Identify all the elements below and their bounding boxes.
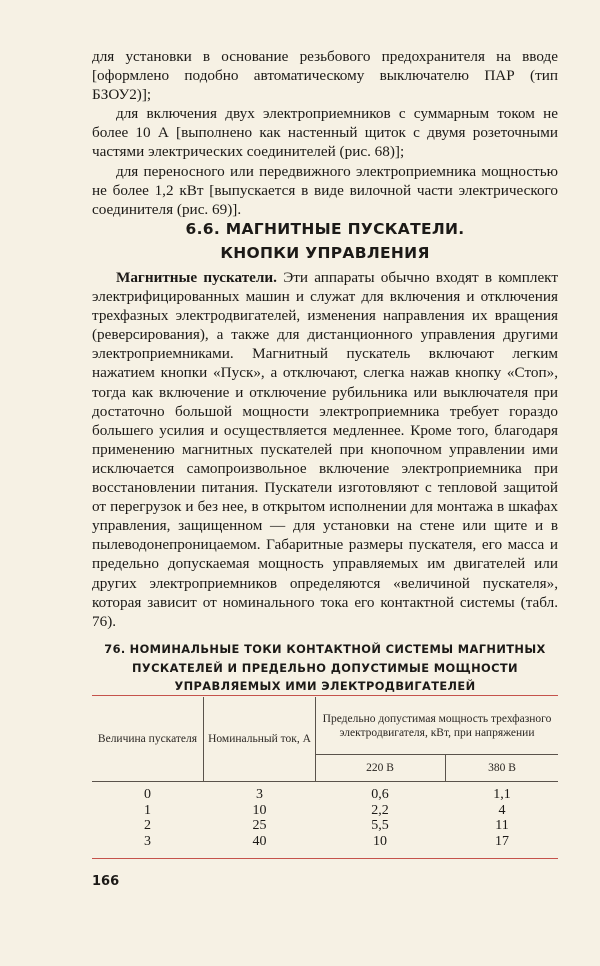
table-header-bottom-rule	[92, 781, 558, 782]
cell-current-row-2: 10	[252, 802, 267, 818]
cell-current-row-4: 40	[252, 833, 267, 849]
section-heading	[92, 217, 558, 265]
table-caption	[92, 640, 558, 696]
section-heading-line-1: 6.6. МАГНИТНЫЕ ПУСКАТЕЛИ.	[185, 220, 465, 238]
cell-220v-row-1: 0,6	[371, 787, 389, 802]
intro-paragraph-1: для установки в основание резьбового предохранителя на вводе [оформлено подобно автоматическому выключателю ПАР (тип БЗОУ2)];	[92, 48, 558, 104]
table-caption-line-2: ПУСКАТЕЛЕЙ И ПРЕДЕЛЬНО ДОПУСТИМЫЕ МОЩНОСТИ	[132, 660, 518, 675]
cell-size-row-4: 3	[144, 833, 151, 849]
page-number: 166	[92, 874, 120, 889]
cell-size-row-2: 1	[144, 802, 151, 818]
cell-size-row-3: 2	[144, 818, 151, 833]
table-caption-line-3: УПРАВЛЯЕМЫХ ИМИ ЭЛЕКТРОДВИГАТЕЛЕЙ	[174, 679, 476, 693]
column-size	[92, 787, 203, 849]
section-heading-line-2: КНОПКИ УПРАВЛЕНИЯ	[220, 244, 430, 262]
header-power-group: Предельно допустимая мощность трехфазного электродвигателя, кВт, при напряжении	[322, 713, 552, 739]
cell-380v-row-4: 17	[495, 833, 509, 849]
run-in-heading: Магнитные пускатели.	[116, 269, 277, 286]
cell-220v-row-3: 5,5	[371, 818, 389, 833]
header-size: Величина пускателя	[97, 733, 198, 745]
cell-380v-row-3: 11	[495, 818, 509, 833]
table-top-rule	[92, 695, 558, 696]
table-caption-line-1-text: НОМИНАЛЬНЫЕ ТОКИ КОНТАКТНОЙ СИСТЕМЫ МАГНИТНЫХ	[129, 642, 546, 656]
column-380v	[446, 787, 558, 849]
cell-380v-row-1: 1,1	[493, 787, 511, 802]
intro-paragraph-3: для переносного или передвижного электроприемника мощностью не более 1,2 кВт [выпускается в виде вилочной части электрического соединителя (рис. 69)].	[92, 162, 558, 218]
cell-current-row-3: 25	[252, 818, 267, 833]
header-220v: 220 В	[366, 762, 394, 774]
body-paragraph	[92, 268, 558, 631]
column-220v	[315, 787, 445, 849]
column-current	[204, 787, 315, 849]
intro-paragraph-2: для включения двух электроприемников с суммарным током не более 10 А [выполнено как настенный щиток с двумя розеточными частями электрических соединителей (рис. 68)];	[92, 105, 558, 161]
table-number: 76.	[104, 642, 126, 656]
cell-220v-row-4: 10	[373, 833, 387, 849]
header-current: Номинальный ток, А	[208, 733, 311, 745]
table-bottom-rule	[92, 858, 558, 859]
cell-220v-row-2: 2,2	[371, 802, 389, 818]
body-text	[92, 268, 558, 631]
cell-380v-row-2: 4	[498, 802, 506, 818]
header-380v: 380 В	[488, 762, 516, 774]
body-paragraph-text: Эти аппараты обычно входят в комплект электрифицированных машин и служат для включения и отключения трехфазных электродвигателей, изменения направления их вращения (реверсирования), а также для дистанционного управления другими электроприемниками. Магнитный пускатель включают легким нажатием кнопки «Пуск», а отключают, слегка нажав кнопку «Стоп», тогда как включение и отключение рубильника или выключателя при достаточно большой мощности электроприемника требует гораздо большего усилия и осуществляется медленнее. Кроме того, благодаря применению магнитных пускателей при кнопочном управлении ими исключается самопроизвольное включение электроприемника при восстановлении питания. Пускатели изготовляют с тепловой защитой от перегрузок и без нее, в открытом исполнении для монтажа в шкафах управления, защищенном — для установки на стене или щите и в пылеводонепроницаемом. Габаритные размеры пускателя, его масса и предельно допускаемая мощность управляемых им двигателей или других электроприемников определяются «величиной пускателя», которая зависит от номинального тока его контактной системы (табл. 76).	[92, 269, 558, 630]
cell-current-row-1: 3	[256, 787, 263, 802]
cell-size-row-1: 0	[144, 787, 151, 802]
table-caption-line-1	[92, 640, 558, 659]
intro-text	[92, 47, 558, 219]
